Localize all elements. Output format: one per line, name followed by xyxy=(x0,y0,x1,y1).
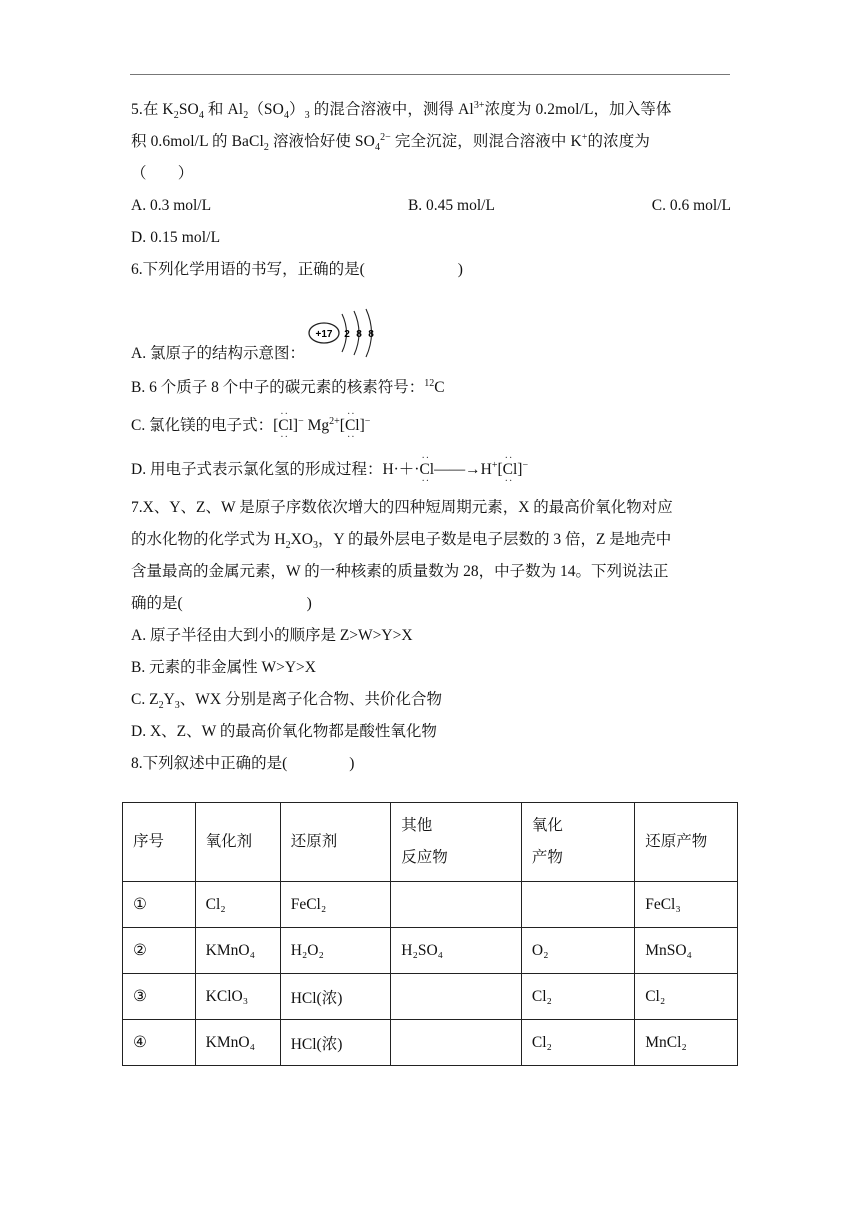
header-rule xyxy=(130,74,730,75)
atom-shell-1: 2 xyxy=(344,329,350,340)
table-row xyxy=(123,928,738,974)
reaction-table xyxy=(122,802,738,1066)
table-cell xyxy=(391,974,522,1020)
table-row xyxy=(123,882,738,928)
table-cell xyxy=(391,882,522,928)
table-cell: Cl₂ xyxy=(635,974,738,1020)
question-7-option-b[interactable]: B. 元素的非金属性 W>Y>X xyxy=(131,659,316,676)
question-5-line-1: 5.在 $K_2SO_4$ 和 $Al_2(SO_4)_3$ 的混合溶液中，测得 $Al^{3+}$浓度为 0.2mol/L，加入等体 xyxy=(131,99,672,122)
table-cell: H₂O₂ xyxy=(280,928,391,974)
question-7-option-c[interactable]: C. $Z_2Y_3$、WX 分别是离子化合物、共价化合物 xyxy=(131,691,442,712)
table-cell: HCl(浓) xyxy=(280,974,391,1020)
table-cell: Cl₂ xyxy=(521,974,634,1020)
question-5-options-row xyxy=(131,194,731,218)
header-oxidation-product: 氧化 产物 xyxy=(521,803,634,882)
question-5-option-d[interactable]: D. 0.15 mol/L xyxy=(131,229,221,246)
exam-page xyxy=(131,98,731,776)
table-cell: Cl₂ xyxy=(195,882,280,928)
question-5 xyxy=(131,98,731,250)
table-cell: MnCl₂ xyxy=(635,1020,738,1066)
chlorine-atom-diagram xyxy=(307,308,385,358)
question-6-option-c[interactable]: C. 氯化镁的电子式：[·· Cl ··]− $Mg^{2+}[\cdot\cdot Cl \cdot\cdot]^-$ xyxy=(131,414,731,438)
question-5-option-b[interactable]: B. 0.45 mol/L xyxy=(407,197,495,214)
question-6-option-b[interactable]: B. 6 个质子 8 个中子的碳元素的核素符号：$^{12}$C xyxy=(131,377,445,396)
table-cell: KMnO₄ xyxy=(195,928,280,974)
table-cell: ④ xyxy=(123,1020,196,1066)
question-5-line-2: 积 0.6mol/L 的 BaCl$_2$ 溶液恰好使 $SO_4^{2-}$ 完全沉淀，则混合溶液中 K+的浓度为 xyxy=(131,131,650,154)
question-6-option-d[interactable]: D. 用电子式表示氯化氢的形成过程：H·＋··· Cl ··——→H+[·· Cl ··]− xyxy=(131,458,731,482)
header-index: 序号 xyxy=(123,803,196,882)
table-row xyxy=(123,974,738,1020)
question-6 xyxy=(131,258,731,482)
question-6-stem: 6.下列化学用语的书写，正确的是( ) xyxy=(131,261,463,278)
question-5-option-c[interactable]: C. 0.6 mol/L xyxy=(651,197,731,214)
table-cell: FeCl₃ xyxy=(635,882,738,928)
question-7 xyxy=(131,496,731,744)
table-cell: Cl₂ xyxy=(521,1020,634,1066)
table-cell xyxy=(391,1020,522,1066)
table-cell: O₂ xyxy=(521,928,634,974)
atom-shell-2: 8 xyxy=(356,329,362,340)
table-cell: H₂SO₄ xyxy=(391,928,522,974)
table-row xyxy=(123,1020,738,1066)
header-reduction-product: 还原产物 xyxy=(635,803,738,882)
table-cell xyxy=(521,882,634,928)
question-7-option-a[interactable]: A. 原子半径由大到小的顺序是 Z>W>Y>X xyxy=(131,627,413,644)
question-7-line-1: 7.X、Y、Z、W 是原子序数依次增大的四种短周期元素，X 的最高价氧化物对应 xyxy=(131,499,673,516)
table-cell: KMnO₄ xyxy=(195,1020,280,1066)
question-5-answer-blank: （ ） xyxy=(131,165,194,182)
header-reductant: 还原剂 xyxy=(280,803,391,882)
atom-shell-3: 8 xyxy=(368,329,374,340)
question-7-line-3: 含量最高的金属元素，W 的一种核素的质量数为 28，中子数为 14。下列说法正 xyxy=(131,563,669,580)
question-7-option-d[interactable]: D. X、Z、W 的最高价氧化物都是酸性氧化物 xyxy=(131,723,437,740)
atom-nucleus-label: +17 xyxy=(315,329,333,340)
table-cell: FeCl₂ xyxy=(280,882,391,928)
question-6-option-a[interactable]: A. 氯原子的结构示意图： +17 2 8 8 xyxy=(131,308,731,366)
header-other-reactants: 其他 反应物 xyxy=(391,803,522,882)
table-cell: KClO₃ xyxy=(195,974,280,1020)
table-cell: HCl(浓) xyxy=(280,1020,391,1066)
table-cell: ② xyxy=(123,928,196,974)
table-cell: ③ xyxy=(123,974,196,1020)
table-cell: MnSO₄ xyxy=(635,928,738,974)
question-7-line-2: 的水化物的化学式为 $H_2XO_3$，Y 的最外层电子数是电子层数的 3 倍，Z 是地壳中 xyxy=(131,531,672,552)
header-oxidant: 氧化剂 xyxy=(195,803,280,882)
question-7-line-4: 确的是( ) xyxy=(131,595,312,612)
question-5-option-a[interactable]: A. 0.3 mol/L xyxy=(131,197,212,214)
question-8-stem: 8.下列叙述中正确的是( ) xyxy=(131,755,355,772)
table-cell: ① xyxy=(123,882,196,928)
table-header-row xyxy=(123,803,738,882)
